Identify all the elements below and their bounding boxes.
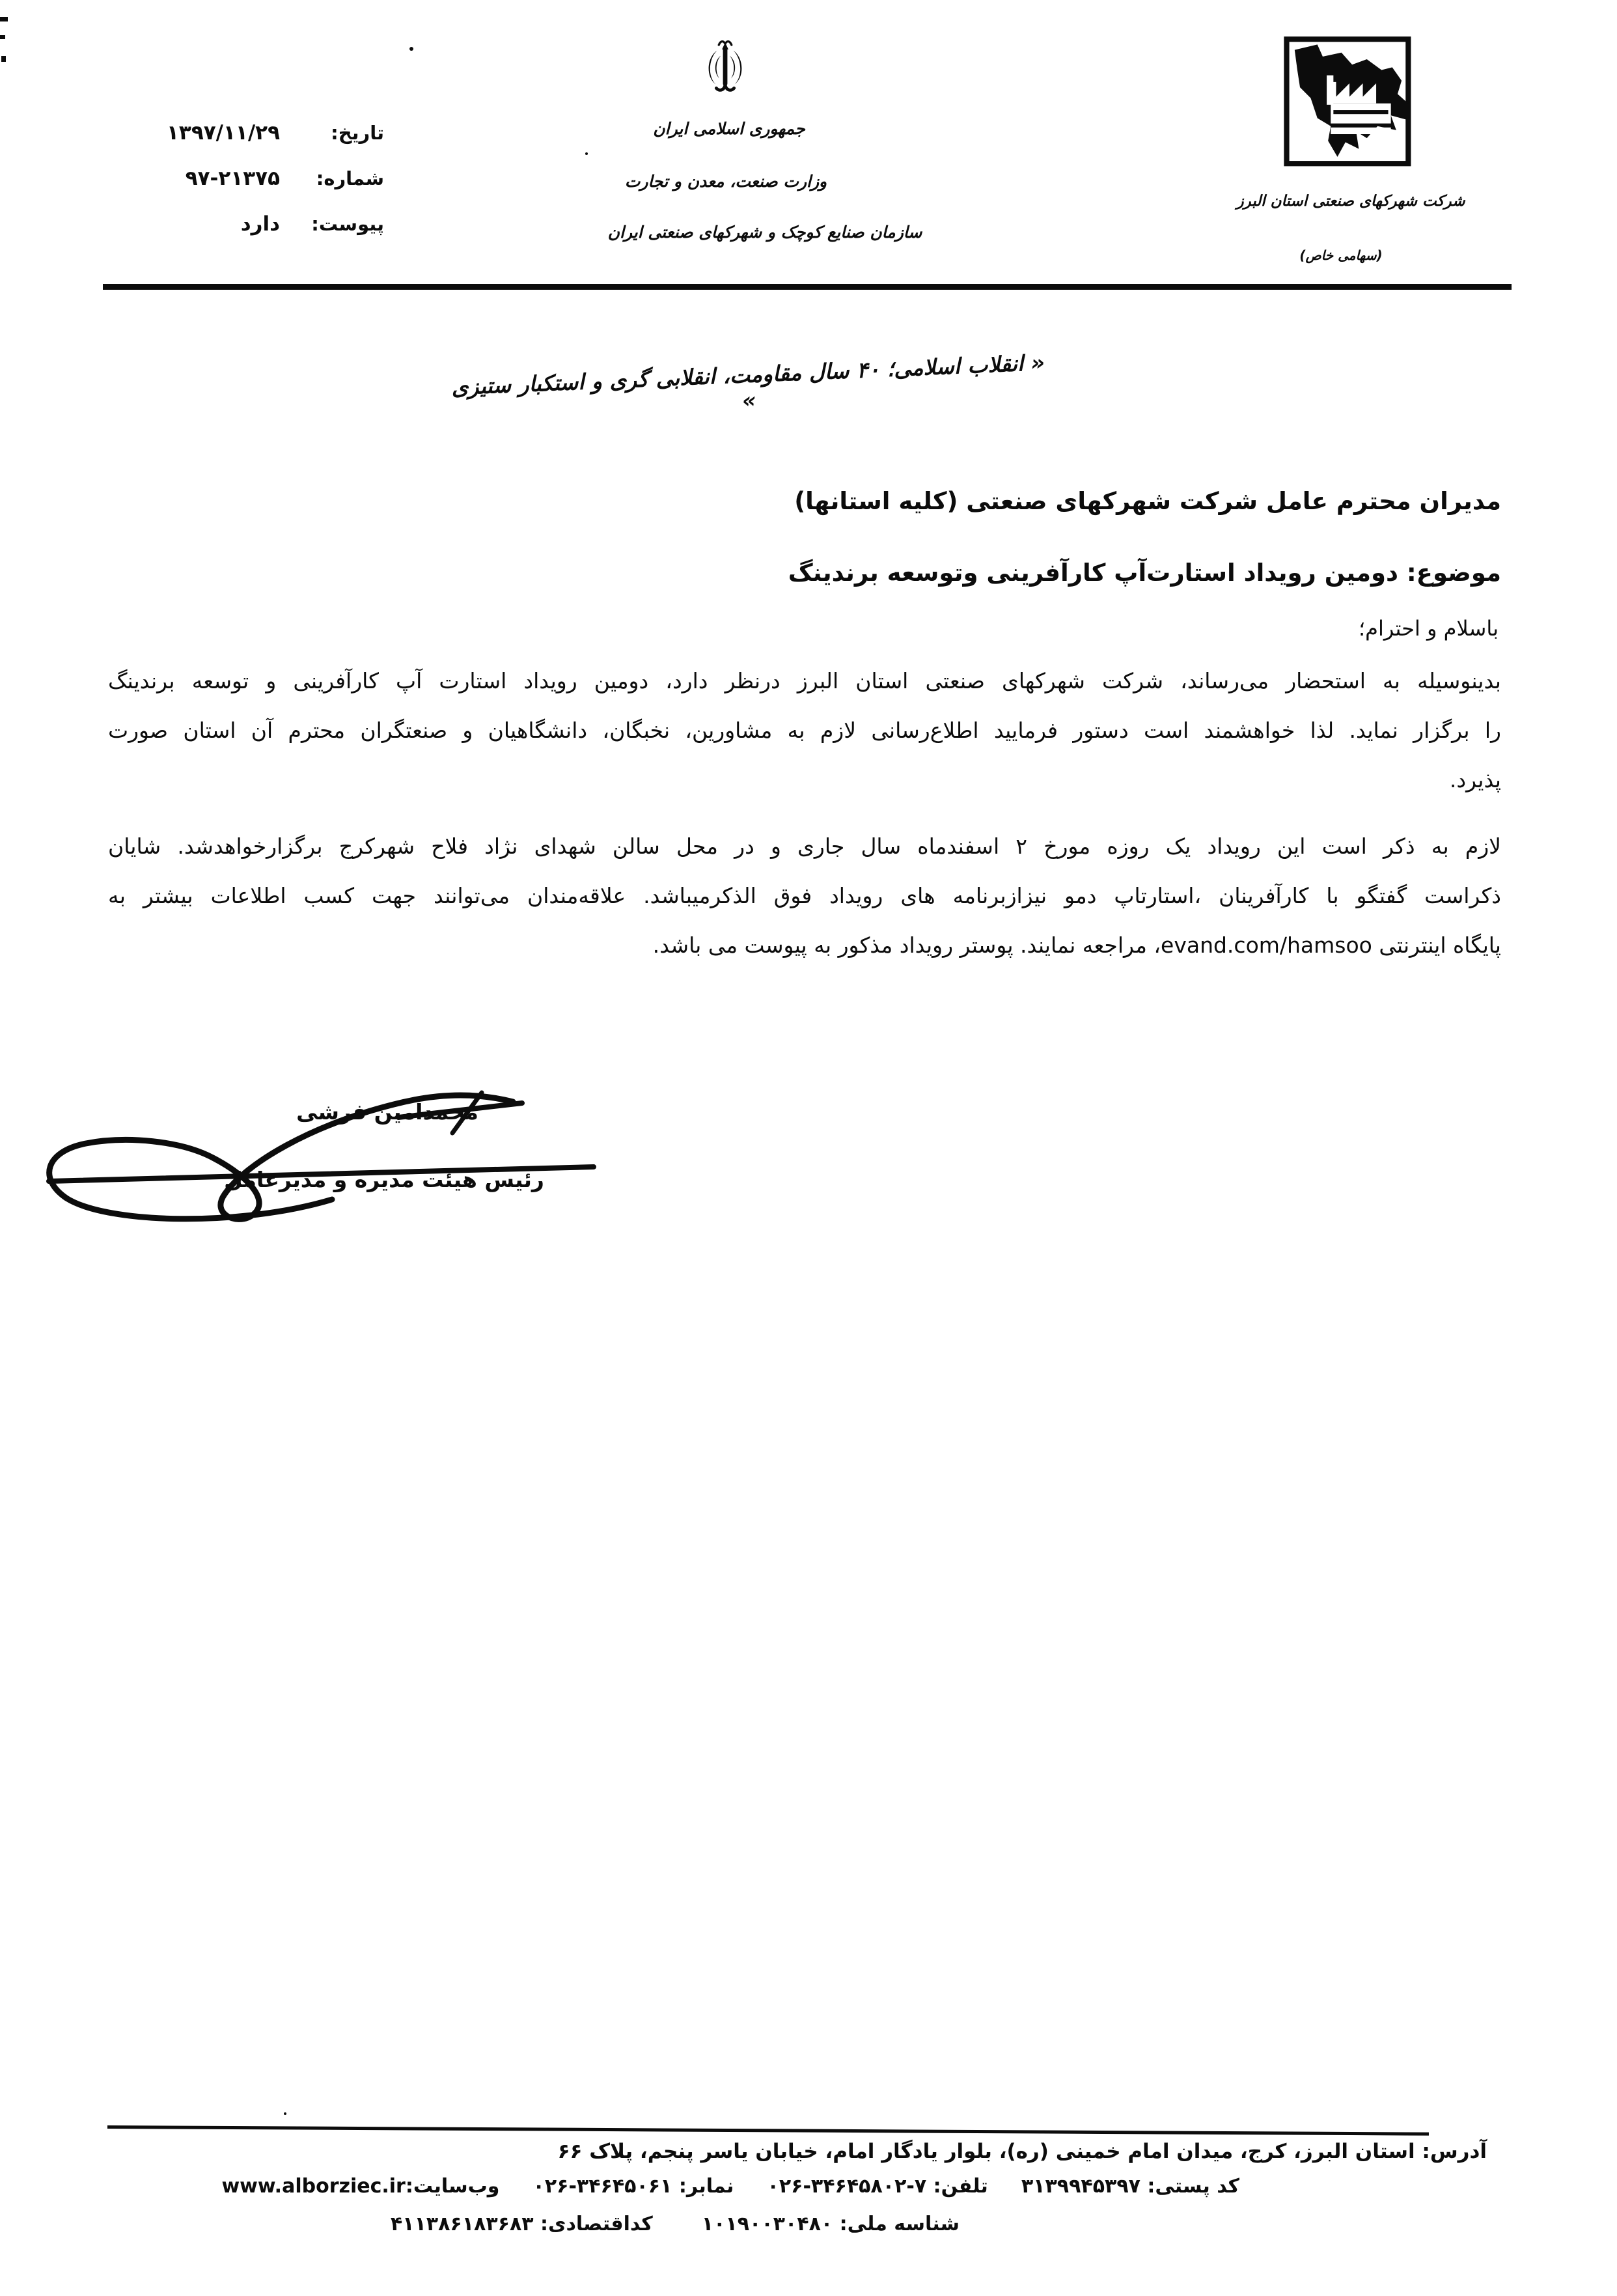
website-value: www.alborziec.ir — [221, 2175, 406, 2198]
attachment-label: پیوست: — [311, 213, 384, 235]
scan-artifact — [409, 47, 413, 51]
scan-artifact — [0, 17, 8, 21]
website-field — [221, 2175, 499, 2198]
handwritten-signature — [26, 1076, 605, 1232]
signer-name: محمدامین فرشی — [296, 1099, 478, 1125]
salutation-line: باسلام و احترام؛ — [1358, 616, 1499, 641]
fax-label: نمابر: — [678, 2175, 734, 2198]
scan-artifact — [284, 2112, 286, 2115]
economic-code-label: کداقتصادی: — [540, 2213, 653, 2235]
telephone-value: ۰۲۶-۳۴۶۴۵۸۰۲-۷ — [767, 2175, 927, 2198]
economic-code-field — [391, 2213, 653, 2235]
number-value: ۹۷-۲۱۳۷۵ — [185, 167, 280, 190]
footer-divider — [107, 2125, 1429, 2136]
meta-row-attachment — [98, 212, 384, 236]
footer-address-line: آدرس: استان البرز، کرج، میدان امام خمینی (ره)، بلوار یادگار امام، خیابان یاسر پنجم، پلاک ۶۶ — [557, 2140, 1487, 2163]
paragraph-2 — [108, 822, 1501, 970]
telephone-field — [767, 2175, 988, 2198]
date-value: ۱۳۹۷/۱۱/۲۹ — [166, 121, 280, 145]
scan-artifact — [1, 56, 6, 62]
postal-code-value: ۳۱۳۹۹۴۵۳۹۷ — [1021, 2175, 1140, 2198]
body-line: لازم به ذکر است این رویداد یک روزه مورخ ۲ اسفندماه سال جاری و در محل سالن شهدای نژاد فلاح شهرکرج برگزارخواهدشد. شایان — [108, 833, 1501, 859]
subject-line: موضوع: دومین رویداد استارت‌آپ کارآفرینی وتوسعه برندینگ — [788, 559, 1501, 587]
body-line: ذکراست گفتگو با کارآفرینان ،استارتاپ دمو نیزازبرنامه های رویداد فوق الذکرمیباشد. علاقه‌مندان می‌توانند جهت کسب اطلاعات بیشتر به — [108, 883, 1501, 908]
website-label: وب‌سایت: — [405, 2175, 500, 2198]
company-type: (سهامی خاص) — [1299, 247, 1383, 263]
footer-ids-line — [391, 2213, 960, 2235]
number-label: شماره: — [316, 167, 384, 189]
national-id-field — [702, 2213, 960, 2235]
fax-value: ۰۲۶-۳۴۶۴۵۰۶۱ — [532, 2175, 672, 2198]
body-line: پایگاه اینترنتی evand.com/hamsoo، مراجعه نمایند. پوستر رویداد مذکور به پیوست می باشد. — [652, 932, 1501, 958]
date-label: تاریخ: — [331, 122, 384, 144]
postal-code-field — [1021, 2175, 1239, 2198]
company-name: شرکت شهرکهای صنعتی استان البرز — [1236, 193, 1465, 210]
national-id-label: شناسه ملی: — [839, 2213, 960, 2235]
header-organization-line: سازمان صنایع کوچک و شهرکهای صنعتی ایران — [607, 223, 922, 242]
slogan-line: « انقلاب اسلامی؛ ۴۰ سال مقاومت، انقلابی گری و استکبار ستیزی » — [450, 349, 1045, 413]
header-divider — [103, 284, 1512, 290]
body-line: را برگزار نماید. لذا خواهشمند است دستور فرمایید اطلاع‌رسانی لازم به مشاورین، نخبگان، دانشگاهیان و صنعتگران محترم آن استان صورت — [108, 718, 1501, 743]
telephone-label: تلفن: — [933, 2175, 988, 2198]
signer-title: رئیس هیئت مدیره و مدیرعامل — [224, 1167, 544, 1192]
addressee-line: مدیران محترم عامل شرکت شهرکهای صنعتی (کلیه استانها) — [794, 487, 1501, 515]
meta-row-number — [98, 167, 384, 190]
header-ministry-line: وزارت صنعت، معدن و تجارت — [624, 172, 827, 191]
national-id-value: ۱۰۱۹۰۰۳۰۴۸۰ — [701, 2213, 833, 2235]
fax-field — [533, 2175, 734, 2198]
body-line: بدینوسیله به استحضار می‌رساند، شرکت شهرکهای صنعتی استان البرز درنظر دارد، دومین رویداد استارت آپ کارآفرینی و توسعه برندینگ — [108, 668, 1501, 693]
postal-code-label: کد پستی: — [1147, 2175, 1239, 2198]
iran-national-emblem-icon — [700, 38, 751, 104]
paragraph-1 — [108, 656, 1501, 805]
attachment-value: دارد — [240, 212, 280, 236]
header-country-line: جمهوری اسلامی ایران — [653, 119, 805, 138]
scan-artifact — [585, 152, 588, 155]
body-line: پذیرد. — [1449, 767, 1501, 792]
footer-contact-line — [221, 2175, 1239, 2198]
iran-map-factory-logo-icon — [1282, 34, 1417, 184]
economic-code-value: ۴۱۱۳۸۶۱۸۳۶۸۳ — [390, 2213, 534, 2235]
scan-artifact — [0, 35, 5, 39]
meta-row-date — [98, 121, 384, 145]
letter-meta-fields — [98, 121, 384, 258]
